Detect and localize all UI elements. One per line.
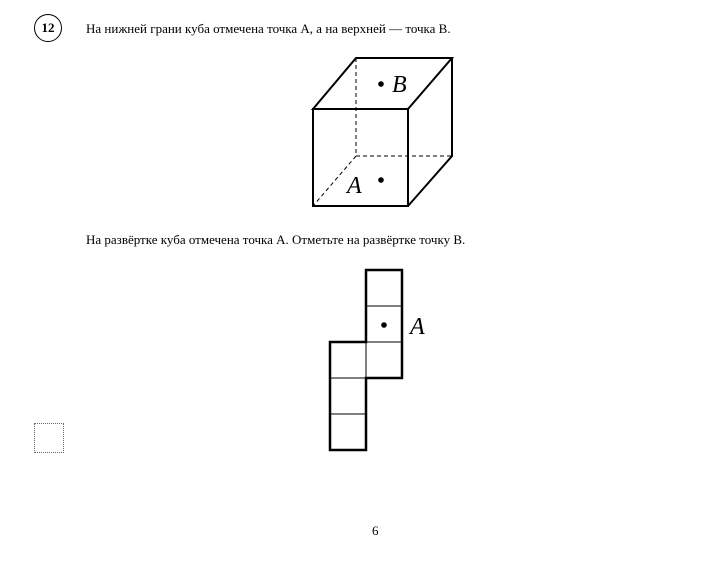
cube-figure [0, 0, 720, 230]
cube-label-a: A [347, 173, 362, 199]
cube-net-figure [0, 260, 720, 460]
task-statement: На нижней грани куба отмечена точка A, а на верхней — точка B. [86, 21, 451, 36]
cube-label-b: B [392, 72, 407, 98]
cube-point-b [378, 81, 384, 87]
page-number: 6 [372, 523, 379, 538]
task-number: 12 [41, 20, 55, 35]
answer-box[interactable] [34, 423, 64, 453]
cube-point-a [378, 177, 384, 183]
cube-right-face [408, 58, 452, 206]
net-label-a: A [410, 314, 425, 340]
net-point-a [381, 322, 387, 328]
task-instruction: На развёртке куба отмечена точка A. Отметьте на развёртке точку B. [86, 232, 466, 247]
